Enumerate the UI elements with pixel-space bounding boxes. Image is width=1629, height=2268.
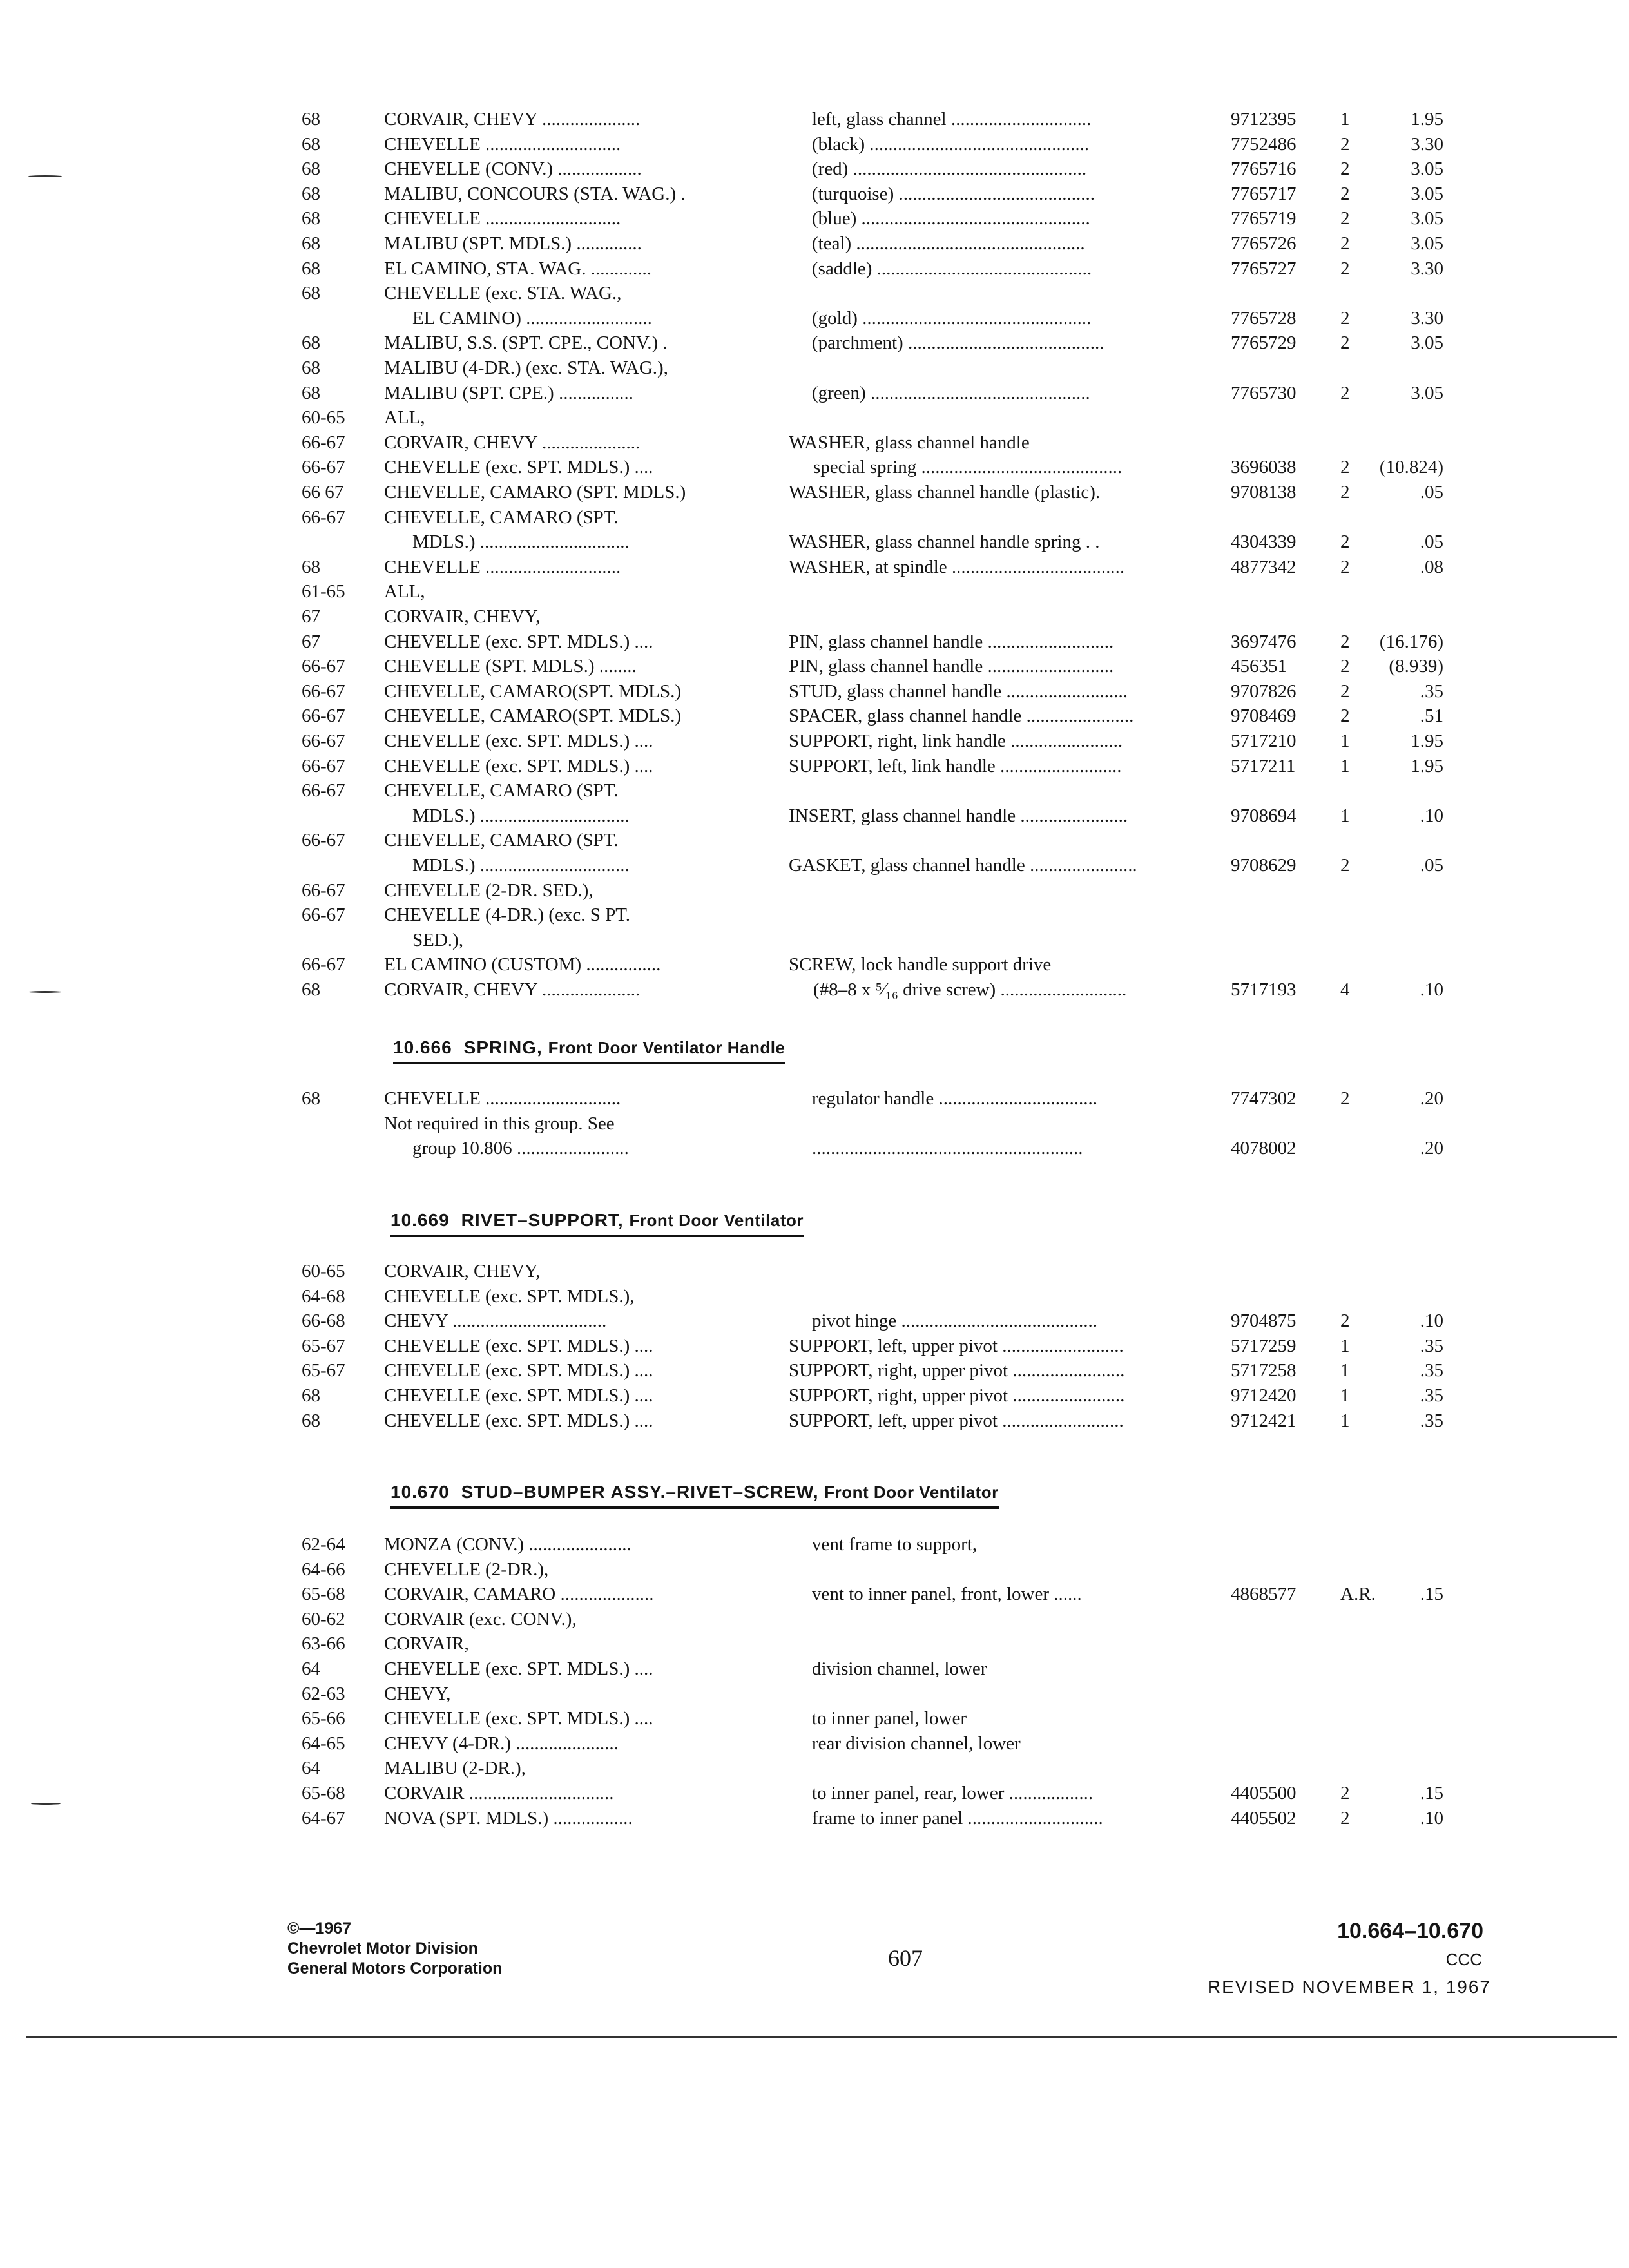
vehicle-model: CORVAIR, [384, 1633, 469, 1655]
part-number: 9712420 [1231, 1385, 1296, 1406]
vehicle-model: CHEVELLE (2-DR. SED.), [384, 879, 593, 901]
vehicle-model: CHEVELLE, CAMARO(SPT. MDLS.) [384, 680, 682, 702]
vehicle-model: CORVAIR, CHEVY ..................... [384, 432, 641, 453]
part-description: (gold) ................................................. [812, 307, 1092, 329]
part-number: 9708694 [1231, 805, 1296, 826]
price: .20 [1420, 1088, 1443, 1109]
vehicle-model: CHEVELLE, CAMARO (SPT. MDLS.) [384, 482, 686, 503]
price: 3.05 [1411, 382, 1443, 403]
price: 3.05 [1411, 159, 1443, 180]
quantity: 2 [1340, 706, 1350, 727]
quantity: 2 [1340, 233, 1350, 254]
part-description: (#8–8 x ⁵⁄₁₆ drive screw) ........................... [813, 979, 1127, 1000]
part-number: 9708138 [1231, 482, 1296, 503]
section-number: 10.669 [390, 1210, 450, 1230]
part-description: (red) .................................................. [812, 159, 1087, 180]
model-year: 68 [302, 358, 320, 378]
section-title: SPRING, [463, 1037, 548, 1057]
quantity: 2 [1340, 307, 1350, 329]
quantity: 2 [1340, 183, 1350, 204]
price: (16.176) [1379, 631, 1443, 652]
part-description: INSERT, glass channel handle ....................... [789, 805, 1128, 826]
quantity: 2 [1340, 1783, 1350, 1803]
price: .05 [1420, 532, 1443, 553]
part-number: 7765729 [1231, 332, 1296, 354]
part-number: 5717258 [1231, 1360, 1296, 1381]
vehicle-model: ALL, [384, 407, 425, 428]
part-description: SUPPORT, right, upper pivot ........................ [789, 1360, 1125, 1381]
vehicle-model: CHEVELLE ............................. [384, 208, 621, 229]
catalog-code: CCC [1445, 1950, 1482, 1969]
model-year: 68 [302, 258, 320, 279]
vehicle-model: MALIBU (SPT. CPE.) ................ [384, 382, 633, 403]
model-year: 62-64 [302, 1534, 345, 1555]
vehicle-model: MALIBU (SPT. MDLS.) .............. [384, 233, 642, 254]
price: .10 [1420, 1311, 1443, 1332]
model-year: 66-67 [302, 680, 345, 702]
part-number: 7765726 [1231, 233, 1296, 254]
price: .05 [1420, 855, 1443, 876]
part-number: 5717193 [1231, 979, 1296, 1000]
model-year: 66-67 [302, 954, 345, 975]
part-number: 5717211 [1231, 755, 1296, 776]
copyright-line: ©—1967 [287, 1919, 352, 1937]
part-number: 4877342 [1231, 556, 1296, 577]
corporation-line: General Motors Corporation [287, 1959, 503, 1977]
vehicle-model: NOVA (SPT. MDLS.) ................. [384, 1807, 633, 1829]
part-description: (turquoise) .......................................... [812, 183, 1095, 204]
price: .10 [1420, 805, 1443, 826]
vehicle-model: CHEVELLE (exc. SPT. MDLS.) .... [384, 755, 653, 776]
part-description: WASHER, glass channel handle spring . . [789, 532, 1100, 553]
quantity: 2 [1340, 159, 1350, 180]
price: 3.05 [1411, 183, 1443, 204]
division-line: Chevrolet Motor Division [287, 1939, 478, 1957]
quantity: 1 [1340, 1385, 1350, 1406]
price: .35 [1420, 680, 1443, 702]
vehicle-model: CHEVELLE (exc. STA. WAG., [384, 283, 622, 304]
vehicle-model: CHEVELLE (CONV.) .................. [384, 159, 642, 180]
price: (10.824) [1379, 457, 1443, 478]
model-year: 68 [302, 332, 320, 354]
part-description: SUPPORT, left, upper pivot .......................... [789, 1410, 1124, 1431]
model-year: 60-62 [302, 1608, 345, 1629]
vehicle-model: CORVAIR (exc. CONV.), [384, 1608, 577, 1629]
part-description: pivot hinge .......................................... [812, 1311, 1098, 1332]
part-description: WASHER, at spindle ..................................... [789, 556, 1125, 577]
vehicle-model: ALL, [384, 581, 425, 602]
model-year: 68 [302, 233, 320, 254]
quantity: 2 [1340, 482, 1350, 503]
vehicle-model: CHEVELLE, CAMARO (SPT. [384, 506, 619, 528]
price: .35 [1420, 1360, 1443, 1381]
part-description: SUPPORT, right, link handle ........................ [789, 731, 1123, 751]
part-description: to inner panel, rear, lower .................. [812, 1783, 1094, 1803]
vehicle-model: group 10.806 ........................ [412, 1138, 629, 1159]
model-year: 65-67 [302, 1335, 345, 1356]
price: 1.95 [1411, 731, 1443, 751]
vehicle-model: CHEVY, [384, 1683, 451, 1704]
part-description: frame to inner panel ............................. [812, 1807, 1103, 1829]
vehicle-model: SED.), [412, 929, 463, 950]
price: 3.30 [1411, 133, 1443, 155]
price: 3.05 [1411, 208, 1443, 229]
model-year: 66-67 [302, 731, 345, 751]
part-number: 7765728 [1231, 307, 1296, 329]
model-year: 65-68 [302, 1584, 345, 1605]
vehicle-model: CHEVELLE (exc. SPT. MDLS.) .... [384, 631, 653, 652]
vehicle-model: CHEVELLE (exc. SPT. MDLS.) .... [384, 1360, 653, 1381]
vehicle-model: CHEVY ................................. [384, 1311, 607, 1332]
vehicle-model: CHEVELLE (SPT. MDLS.) ........ [384, 656, 637, 677]
price: 3.05 [1411, 332, 1443, 354]
part-number: 3697476 [1231, 631, 1296, 652]
model-year: 66-67 [302, 656, 345, 677]
quantity: 1 [1340, 731, 1350, 751]
part-description: WASHER, glass channel handle (plastic). [789, 482, 1101, 503]
price: .35 [1420, 1335, 1443, 1356]
price: 3.30 [1411, 307, 1443, 329]
model-year: 68 [302, 979, 320, 1000]
part-number: 9708469 [1231, 706, 1296, 727]
quantity: 1 [1340, 1410, 1350, 1431]
section-heading-10-670 [390, 1482, 999, 1509]
vehicle-model: CHEVELLE (exc. SPT. MDLS.) .... [384, 1385, 653, 1406]
part-description: division channel, lower [812, 1658, 987, 1679]
model-year: 68 [302, 183, 320, 204]
price: 1.95 [1411, 109, 1443, 130]
quantity: 2 [1340, 382, 1350, 403]
part-number: 4304339 [1231, 532, 1296, 553]
model-year: 62-63 [302, 1683, 345, 1704]
part-number: 9712421 [1231, 1410, 1296, 1431]
part-number: 7765717 [1231, 183, 1296, 204]
section-heading-10-666 [393, 1037, 785, 1064]
vehicle-model: CORVAIR, CHEVY, [384, 606, 541, 627]
quantity: 1 [1340, 1335, 1350, 1356]
vehicle-model: CHEVELLE ............................. [384, 1088, 621, 1109]
model-year: 64-65 [302, 1733, 345, 1754]
model-year: 61-65 [302, 581, 345, 602]
vehicle-model: CHEVELLE, CAMARO (SPT. [384, 830, 619, 851]
section-subtitle: Front Door Ventilator [824, 1483, 999, 1502]
quantity: 2 [1340, 332, 1350, 354]
part-number: 7747302 [1231, 1088, 1296, 1109]
part-description: SUPPORT, right, upper pivot ........................ [789, 1385, 1125, 1406]
part-description: (parchment) .......................................... [812, 332, 1104, 354]
price: 3.30 [1411, 258, 1443, 279]
part-number: 9708629 [1231, 855, 1296, 876]
model-year: 64 [302, 1758, 320, 1779]
part-number: 4405502 [1231, 1807, 1296, 1829]
price: 1.95 [1411, 755, 1443, 776]
model-year: 65-68 [302, 1783, 345, 1803]
part-number: 9712395 [1231, 109, 1296, 130]
part-description: .......................................................... [812, 1138, 1083, 1159]
copyright-block [287, 1919, 502, 1979]
model-year: 66-67 [302, 755, 345, 776]
margin-mark [28, 175, 62, 177]
section-title: STUD–BUMPER ASSY.–RIVET–SCREW, [461, 1482, 825, 1502]
model-year: 60-65 [302, 407, 345, 428]
vehicle-model: CHEVELLE, CAMARO (SPT. [384, 780, 619, 802]
price: .05 [1420, 482, 1443, 503]
model-year: 68 [302, 1410, 320, 1431]
price: (8.939) [1389, 656, 1443, 677]
model-year: 63-66 [302, 1633, 345, 1655]
model-year: 60-65 [302, 1261, 345, 1282]
part-number: 7765716 [1231, 159, 1296, 180]
part-number: 9704875 [1231, 1311, 1296, 1332]
section-number: 10.670 [390, 1482, 450, 1502]
price: .10 [1420, 1807, 1443, 1829]
vehicle-model: CORVAIR, CHEVY ..................... [384, 109, 641, 130]
model-year: 66-67 [302, 879, 345, 901]
model-year: 68 [302, 382, 320, 403]
part-description: WASHER, glass channel handle [789, 432, 1030, 453]
vehicle-model: MALIBU (2-DR.), [384, 1758, 526, 1779]
vehicle-model: MONZA (CONV.) ...................... [384, 1534, 631, 1555]
model-year: 68 [302, 283, 320, 304]
part-description: vent to inner panel, front, lower ...... [812, 1584, 1082, 1605]
model-year: 68 [302, 159, 320, 180]
price: .51 [1420, 706, 1443, 727]
part-description: (black) ............................................... [812, 133, 1090, 155]
model-year: 68 [302, 109, 320, 130]
margin-mark [31, 1803, 61, 1805]
part-number: 7752486 [1231, 133, 1296, 155]
part-description: special spring ........................................... [813, 457, 1123, 478]
model-year: 64-66 [302, 1559, 345, 1580]
quantity: 1 [1340, 755, 1350, 776]
bottom-rule [26, 2036, 1617, 2038]
quantity: A.R. [1340, 1584, 1376, 1605]
part-number: 7765727 [1231, 258, 1296, 279]
vehicle-model: CHEVELLE (exc. SPT. MDLS.) .... [384, 1708, 653, 1729]
vehicle-model: Not required in this group. See [384, 1113, 615, 1134]
part-description: (green) ............................................... [812, 382, 1090, 403]
model-year: 67 [302, 631, 320, 652]
part-description: (saddle) .............................................. [812, 258, 1092, 279]
quantity: 2 [1340, 855, 1350, 876]
quantity: 2 [1340, 556, 1350, 577]
vehicle-model: CHEVELLE (exc. SPT. MDLS.) .... [384, 457, 653, 478]
model-year: 65-66 [302, 1708, 345, 1729]
section-heading-10-669 [390, 1210, 804, 1237]
vehicle-model: CHEVY (4-DR.) ...................... [384, 1733, 619, 1754]
vehicle-model: CHEVELLE, CAMARO(SPT. MDLS.) [384, 706, 682, 727]
quantity: 2 [1340, 1088, 1350, 1109]
vehicle-model: CHEVELLE (2-DR.), [384, 1559, 549, 1580]
model-year: 65-67 [302, 1360, 345, 1381]
price: .10 [1420, 979, 1443, 1000]
vehicle-model: MALIBU, CONCOURS (STA. WAG.) . [384, 183, 686, 204]
model-year: 66-67 [302, 457, 345, 478]
vehicle-model: EL CAMINO (CUSTOM) ................ [384, 954, 661, 975]
part-number: 5717210 [1231, 731, 1296, 751]
model-year: 66 67 [302, 482, 344, 503]
vehicle-model: CHEVELLE (exc. SPT. MDLS.), [384, 1285, 635, 1307]
quantity: 1 [1340, 1360, 1350, 1381]
group-range: 10.664–10.670 [1337, 1919, 1483, 1943]
vehicle-model: CHEVELLE (exc. SPT. MDLS.) .... [384, 1410, 653, 1431]
part-description: regulator handle .................................. [812, 1088, 1097, 1109]
price: .15 [1420, 1584, 1443, 1605]
quantity: 2 [1340, 208, 1350, 229]
model-year: 66-68 [302, 1311, 345, 1332]
model-year: 68 [302, 1385, 320, 1406]
part-description: SPACER, glass channel handle ....................... [789, 706, 1134, 727]
vehicle-model: MALIBU, S.S. (SPT. CPE., CONV.) . [384, 332, 668, 354]
quantity: 2 [1340, 680, 1350, 702]
price: .15 [1420, 1783, 1443, 1803]
price: .08 [1420, 556, 1443, 577]
section-title: RIVET–SUPPORT, [461, 1210, 630, 1230]
model-year: 66-67 [302, 905, 345, 926]
model-year: 64 [302, 1658, 320, 1679]
vehicle-model: CHEVELLE (exc. SPT. MDLS.) .... [384, 731, 653, 751]
section-subtitle: Front Door Ventilator Handle [548, 1038, 786, 1057]
part-number: 4078002 [1231, 1138, 1296, 1159]
part-number: 7765719 [1231, 208, 1296, 229]
revision-date: REVISED NOVEMBER 1, 1967 [1207, 1977, 1491, 1997]
part-number: 456351 [1231, 656, 1287, 677]
part-description: (teal) ................................................. [812, 233, 1085, 254]
quantity: 2 [1340, 631, 1350, 652]
quantity: 2 [1340, 1807, 1350, 1829]
model-year: 68 [302, 556, 320, 577]
vehicle-model: MDLS.) ................................ [412, 855, 630, 876]
vehicle-model: CHEVELLE (exc. SPT. MDLS.) .... [384, 1335, 653, 1356]
section-number: 10.666 [393, 1037, 452, 1057]
page-number: 607 [888, 1945, 923, 1971]
part-description: PIN, glass channel handle ........................... [789, 656, 1114, 677]
model-year: 67 [302, 606, 320, 627]
part-description: SUPPORT, left, link handle .......................... [789, 755, 1122, 776]
part-number: 7765730 [1231, 382, 1296, 403]
price: .35 [1420, 1385, 1443, 1406]
vehicle-model: EL CAMINO, STA. WAG. ............. [384, 258, 651, 279]
model-year: 64-67 [302, 1807, 345, 1829]
quantity: 4 [1340, 979, 1350, 1000]
part-description: STUD, glass channel handle .......................... [789, 680, 1128, 702]
price: 3.05 [1411, 233, 1443, 254]
part-description: vent frame to support, [812, 1534, 978, 1555]
vehicle-model: EL CAMINO) ........................... [412, 307, 652, 329]
quantity: 2 [1340, 1311, 1350, 1332]
vehicle-model: CHEVELLE ............................. [384, 556, 621, 577]
quantity: 1 [1340, 109, 1350, 130]
model-year: 68 [302, 133, 320, 155]
quantity: 2 [1340, 656, 1350, 677]
part-number: 5717259 [1231, 1335, 1296, 1356]
margin-mark [28, 991, 62, 993]
quantity: 2 [1340, 258, 1350, 279]
section-subtitle: Front Door Ventilator [629, 1211, 804, 1230]
vehicle-model: CORVAIR, CHEVY, [384, 1261, 541, 1282]
vehicle-model: MDLS.) ................................ [412, 805, 630, 826]
quantity: 1 [1340, 805, 1350, 826]
part-description: to inner panel, lower [812, 1708, 967, 1729]
vehicle-model: CORVAIR ............................... [384, 1783, 614, 1803]
vehicle-model: CORVAIR, CAMARO .................... [384, 1584, 654, 1605]
part-description: left, glass channel .............................. [812, 109, 1092, 130]
model-year: 66-67 [302, 506, 345, 528]
part-description: PIN, glass channel handle ........................... [789, 631, 1114, 652]
model-year: 66-67 [302, 706, 345, 727]
part-description: SUPPORT, left, upper pivot .......................... [789, 1335, 1124, 1356]
part-description: GASKET, glass channel handle ....................... [789, 855, 1137, 876]
vehicle-model: MDLS.) ................................ [412, 532, 630, 553]
model-year: 68 [302, 208, 320, 229]
part-description: rear division channel, lower [812, 1733, 1021, 1754]
model-year: 66-67 [302, 780, 345, 802]
part-description: SCREW, lock handle support drive [789, 954, 1052, 975]
vehicle-model: CHEVELLE (4-DR.) (exc. S PT. [384, 905, 631, 926]
price: .35 [1420, 1410, 1443, 1431]
part-number: 9707826 [1231, 680, 1296, 702]
vehicle-model: CORVAIR, CHEVY ..................... [384, 979, 641, 1000]
part-number: 3696038 [1231, 457, 1296, 478]
part-number: 4868577 [1231, 1584, 1296, 1605]
model-year: 64-68 [302, 1285, 345, 1307]
vehicle-model: CHEVELLE (exc. SPT. MDLS.) .... [384, 1658, 653, 1679]
vehicle-model: MALIBU (4-DR.) (exc. STA. WAG.), [384, 358, 668, 378]
quantity: 2 [1340, 133, 1350, 155]
vehicle-model: CHEVELLE ............................. [384, 133, 621, 155]
quantity: 2 [1340, 532, 1350, 553]
model-year: 66-67 [302, 830, 345, 851]
part-description: (blue) ................................................. [812, 208, 1090, 229]
price: .20 [1420, 1138, 1443, 1159]
quantity: 2 [1340, 457, 1350, 478]
model-year: 68 [302, 1088, 320, 1109]
model-year: 66-67 [302, 432, 345, 453]
part-number: 4405500 [1231, 1783, 1296, 1803]
